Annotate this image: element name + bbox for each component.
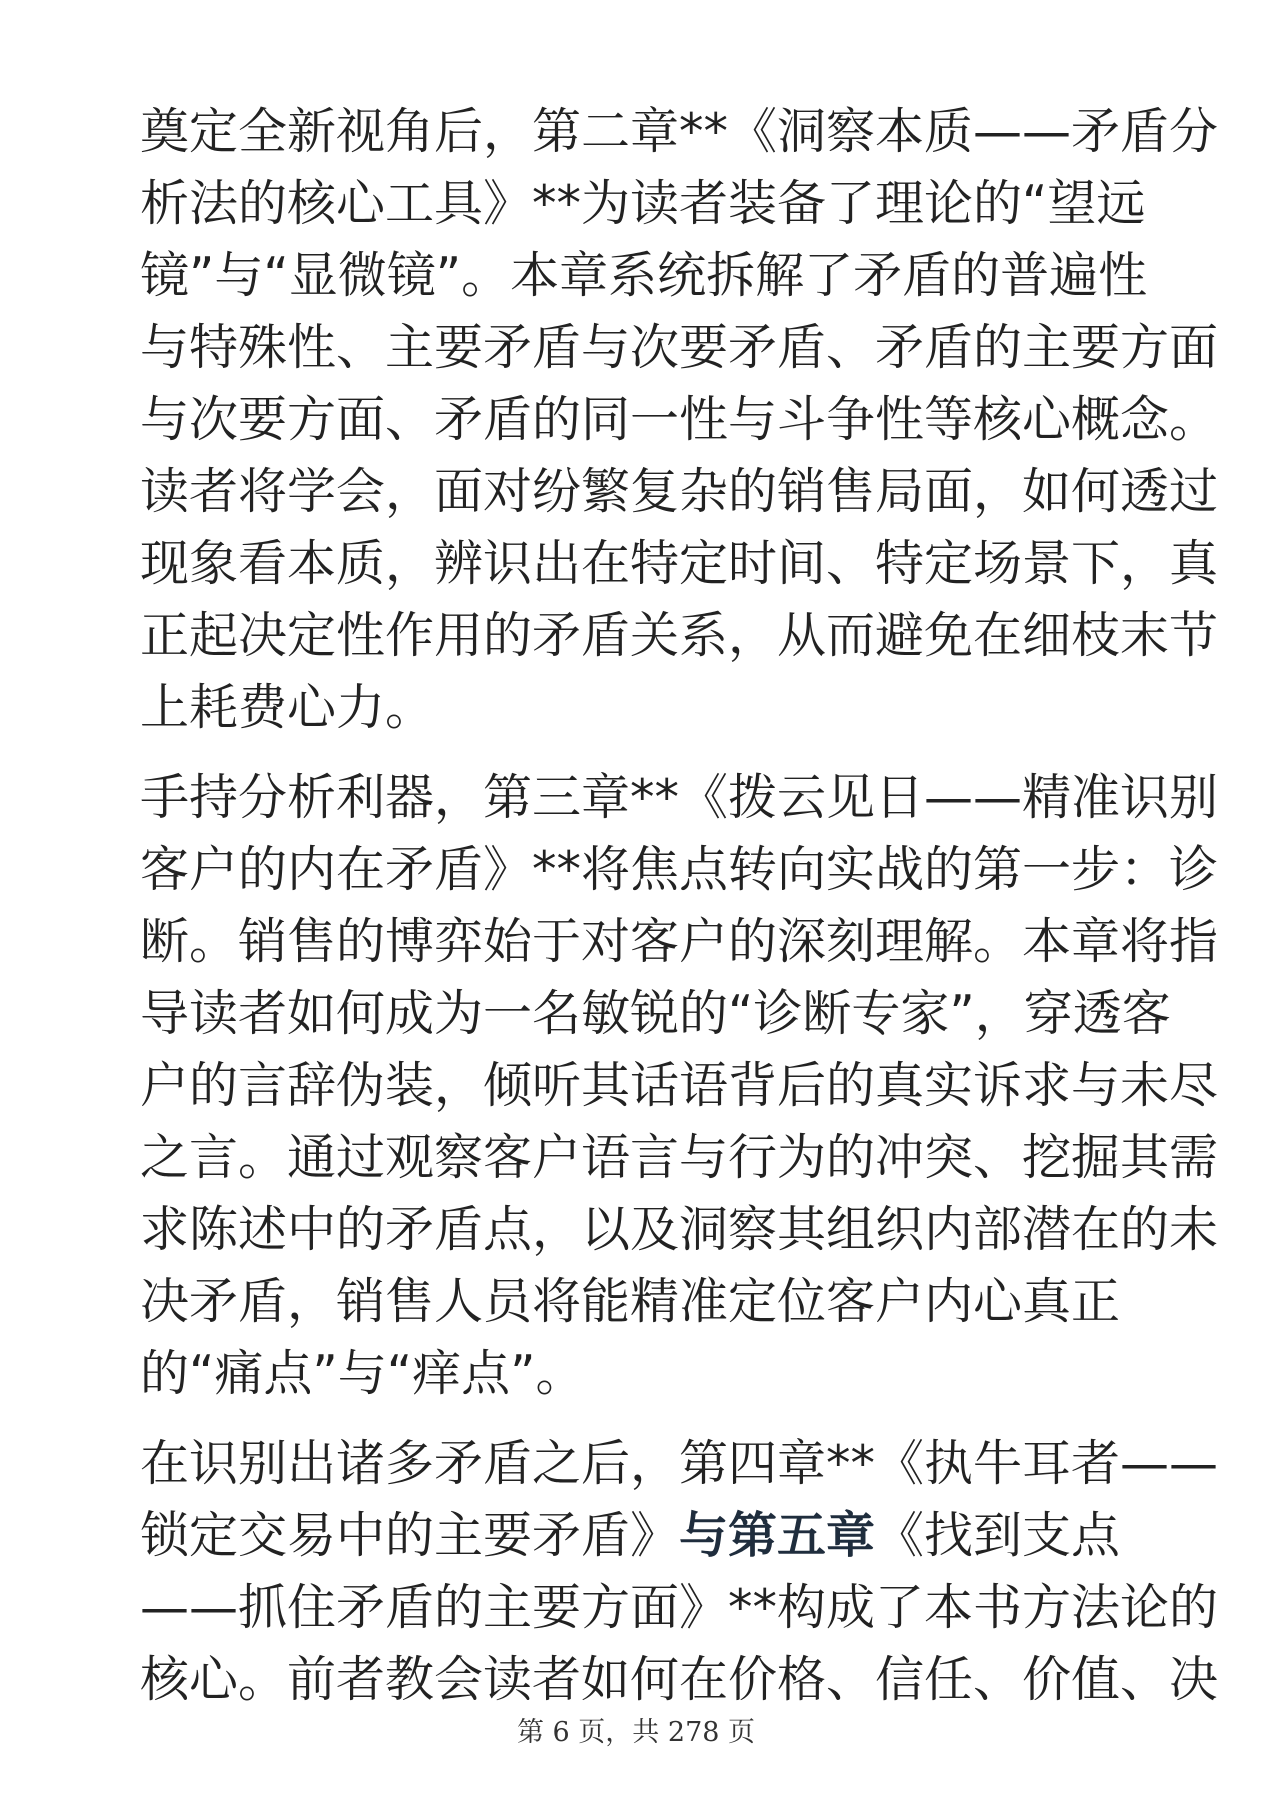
- page-number-footer: 第 6 页，共 278 页: [516, 1717, 756, 1748]
- text-line: 上耗费心力。: [140, 679, 435, 736]
- bold-text-segment: 与第五章: [679, 1507, 876, 1564]
- document-body: [140, 96, 1219, 1734]
- text-line: 核心。前者教会读者如何在价格、信任、价值、决: [140, 1651, 1219, 1708]
- text-line: 客户的内在矛盾》**将焦点转向实战的第一步：诊: [140, 841, 1219, 898]
- text-line: 与特殊性、主要矛盾与次要矛盾、矛盾的主要方面: [140, 319, 1219, 376]
- text-line: 析法的核心工具》**为读者装备了理论的“望远: [140, 175, 1146, 232]
- text-line: 断。销售的博弈始于对客户的深刻理解。本章将指: [140, 913, 1219, 970]
- text-line: 求陈述中的矛盾点，以及洞察其组织内部潜在的未: [140, 1201, 1219, 1258]
- text-line: 决矛盾，销售人员将能精准定位客户内心真正: [140, 1273, 1121, 1330]
- text-segment: 锁定交易中的主要矛盾》: [140, 1507, 680, 1564]
- text-line: 镜”与“显微镜”。本章系统拆解了矛盾的普遍性: [140, 247, 1148, 304]
- text-line: 的“痛点”与“痒点”。: [140, 1345, 585, 1402]
- text-line: 导读者如何成为一名敏锐的“诊断专家”，穿透客: [140, 985, 1171, 1042]
- text-line: 正起决定性作用的矛盾关系，从而避免在细枝末节: [140, 607, 1219, 664]
- text-line: ——抓住矛盾的主要方面》**构成了本书方法论的: [140, 1579, 1219, 1636]
- text-line: 手持分析利器，第三章**《拨云见日——精准识别: [140, 769, 1219, 826]
- paragraph-chapter-four-five: [140, 1428, 1219, 1716]
- text-line-mixed: [140, 1500, 1140, 1572]
- text-segment: 《找到支点: [875, 1507, 1121, 1564]
- text-line: 在识别出诸多矛盾之后，第四章**《执牛耳者——: [140, 1435, 1219, 1492]
- text-line: 与次要方面、矛盾的同一性与斗争性等核心概念。: [140, 391, 1219, 448]
- text-line: 户的言辞伪装，倾听其话语背后的真实诉求与未尽: [140, 1057, 1219, 1114]
- text-line: 读者将学会，面对纷繁复杂的销售局面，如何透过: [140, 463, 1219, 520]
- paragraph-chapter-three: [140, 762, 1219, 1410]
- text-line: 奠定全新视角后，第二章**《洞察本质——矛盾分: [140, 103, 1219, 160]
- text-line: 之言。通过观察客户语言与行为的冲突、挖掘其需: [140, 1129, 1219, 1186]
- text-line: 现象看本质，辨识出在特定时间、特定场景下，真: [140, 535, 1219, 592]
- paragraph-chapter-two: [140, 96, 1219, 744]
